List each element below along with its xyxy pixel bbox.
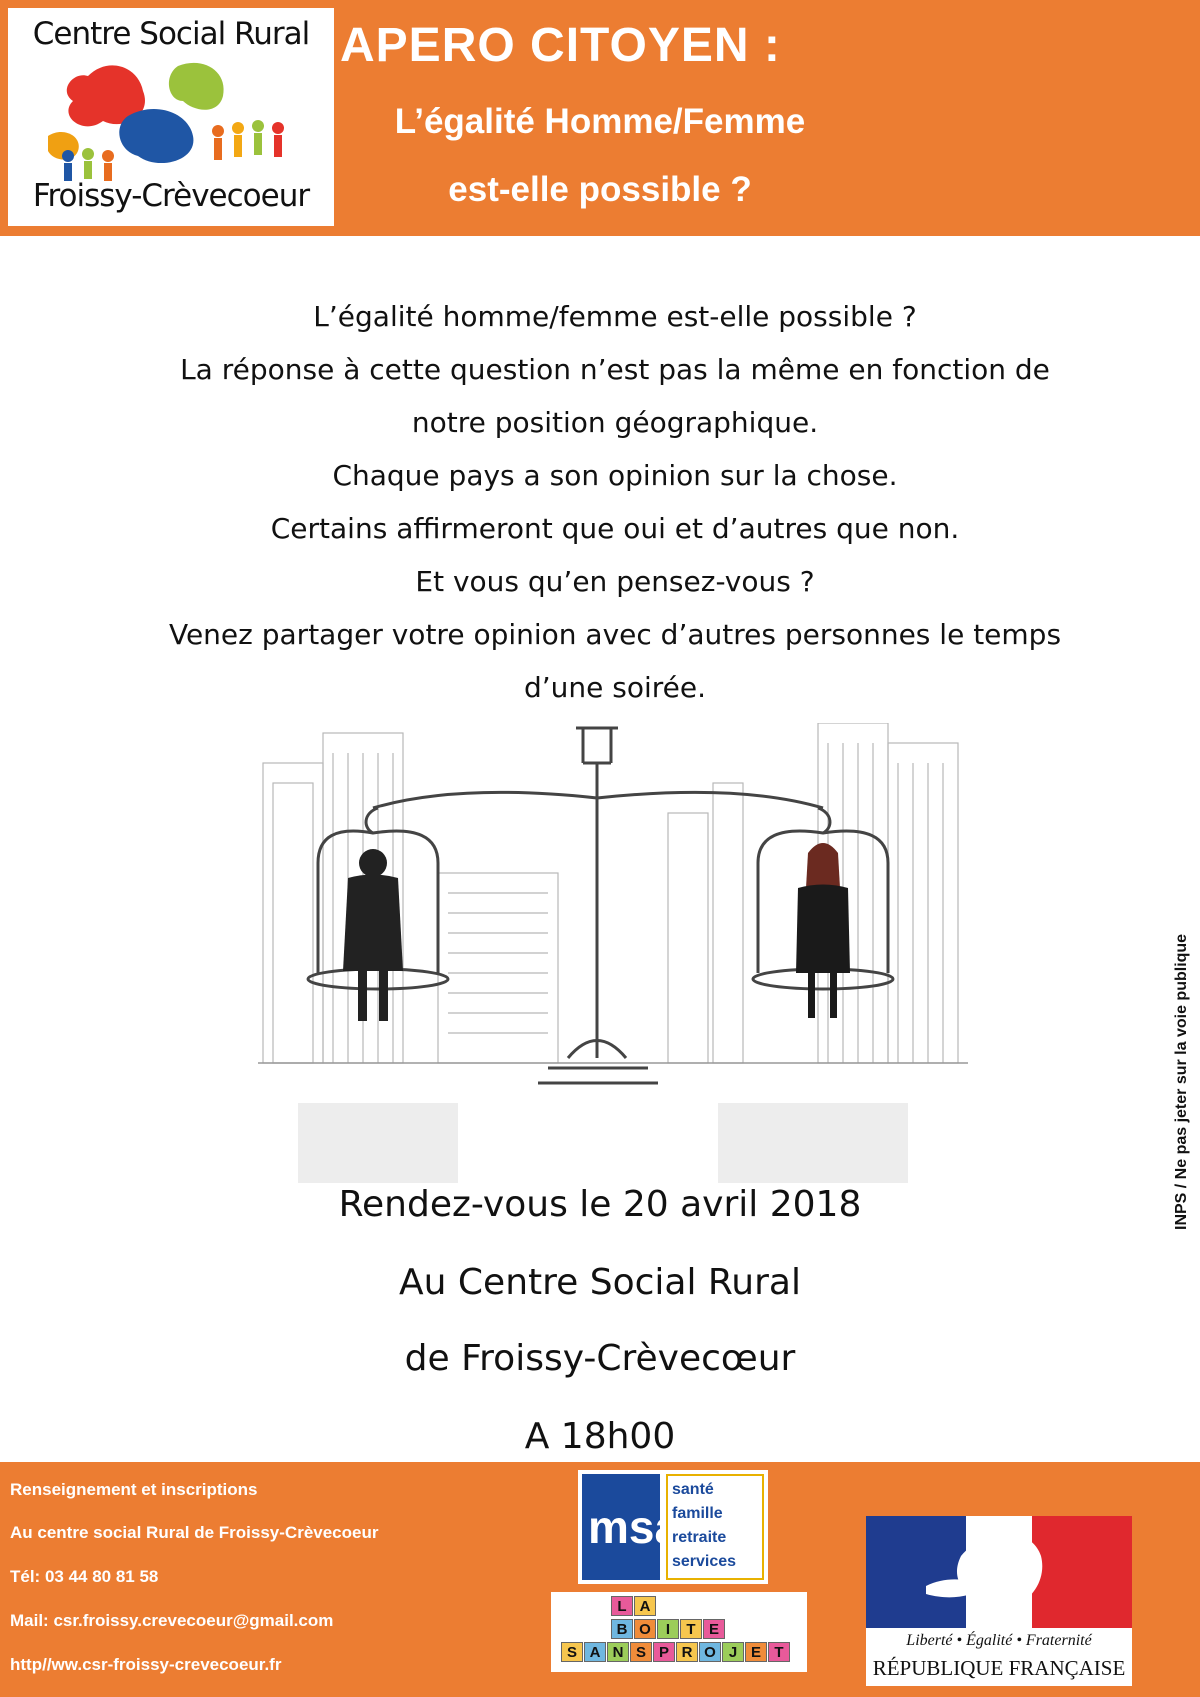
boite-sans-projet-logo: L A B O I T E S A N S P R O J E T [551,1592,807,1672]
body-line: Et vous qu’en pensez-vous ? [415,565,815,598]
body-line: d’une soirée. [523,671,707,704]
event-place-line-1: Au Centre Social Rural [399,1262,801,1303]
body-line: L’égalité homme/femme est-elle possible ? [313,300,917,333]
man-figure [343,849,403,1021]
body-line: notre position géographique. [411,406,819,439]
side-note-vertical: INPS / Ne pas jeter sur la voie publique [1173,933,1190,1230]
event-date: Rendez-vous le 20 avril 2018 [338,1184,862,1225]
info-title: Renseignement et inscriptions [10,1480,258,1499]
rf-name: RÉPUBLIQUE FRANÇAISE [872,1656,1126,1680]
info-mail[interactable]: Mail: csr.froissy.crevecoeur@gmail.com [10,1611,334,1630]
info-phone: Tél: 03 44 80 81 58 [10,1567,159,1586]
msa-tagline: santé famille retraite services [666,1474,764,1580]
logo-top-text: Centre Social Rural [32,16,310,52]
body-line: Venez partager votre opinion avec d’autres personnes le temps [168,618,1062,651]
logo-paint-splash [28,56,308,181]
info-place: Au centre social Rural de Froissy-Crèvecoeur [10,1523,379,1542]
info-website[interactable]: http//ww.csr-froissy-crevecoeur.fr [10,1655,282,1674]
scales-illustration [258,723,968,1183]
body-line: Chaque pays a son opinion sur la chose. [332,459,898,492]
event-time: A 18h00 [524,1416,676,1457]
body-text [140,290,1090,714]
page-title: APERO CITOYEN : [340,19,781,72]
logo-bottom-text: Froissy-Crèvecoeur [32,178,310,214]
woman-figure [796,843,850,1018]
csr-logo [8,8,334,226]
msa-logo [578,1470,768,1584]
body-line: Certains affirmeront que oui et d’autres que non. [270,512,960,545]
marianne-flag-icon [866,1516,1132,1628]
page-subtitle-line-1: L’égalité Homme/Femme [394,102,806,141]
rf-motto: Liberté • Égalité • Fraternité [906,1632,1092,1649]
event-place-line-2: de Froissy-Crèvecœur [404,1338,796,1379]
page-subtitle-line-2: est-elle possible ? [448,170,752,209]
body-line: La réponse à cette question n’est pas la même en fonction de [180,353,1050,386]
msa-mark: msa [582,1474,660,1580]
republique-francaise-logo [866,1516,1132,1686]
